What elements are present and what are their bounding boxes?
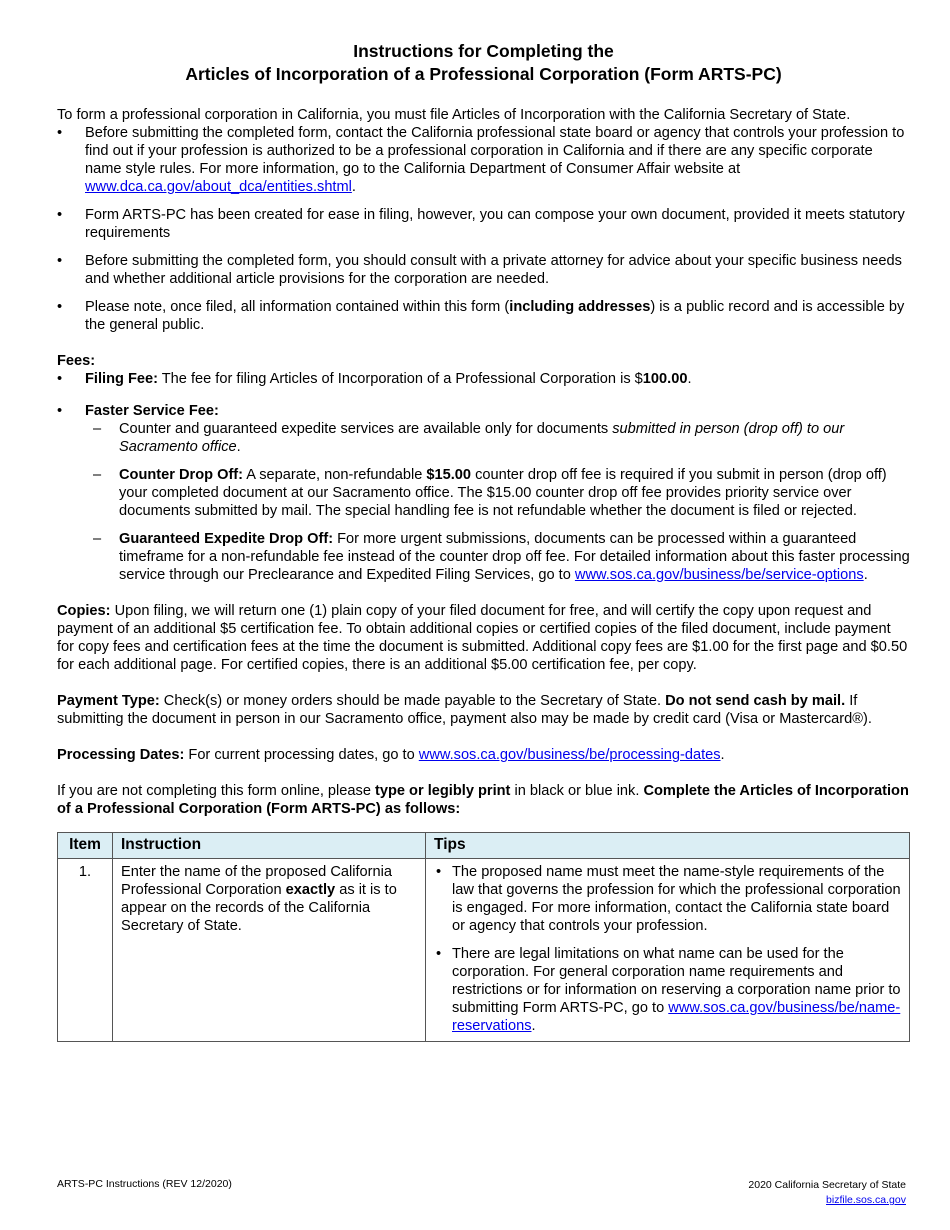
footer-form-revision: ARTS-PC Instructions (REV 12/2020) xyxy=(57,1178,232,1190)
list-item xyxy=(57,420,910,456)
footer-publisher xyxy=(748,1178,906,1208)
page-title xyxy=(57,40,910,86)
table-header-row xyxy=(58,833,910,859)
list-item xyxy=(57,206,910,242)
instruction-text: as it is to appear on the records of the California Secretary of State. xyxy=(121,882,397,934)
processing-paragraph xyxy=(57,746,910,764)
italic-text: submitted in person (drop off) to our Sacramento office xyxy=(119,421,845,455)
bullet-text: Form ARTS-PC has been created for ease in filing, however, you can compose your own document, provided it meets statutory requirements xyxy=(85,207,905,241)
payment-text-after: If submitting the document in person in our Sacramento office, payment also may be made by credit card (Visa or Mastercard®). xyxy=(57,693,872,727)
punctuation: . xyxy=(863,567,868,583)
punctuation: . xyxy=(236,439,241,455)
bullet-text: Before submitting the completed form, contact the California professional state board or agency that controls your profession to find out if your profession is authorized to be a professional corporation in California and if there are any specific corporate name style rules. For more information, go to the California Department of Consumer Affair website at xyxy=(85,125,905,177)
processing-dates-link[interactable]: www.sos.ca.gov/business/be/processing-dates xyxy=(418,747,721,763)
bullet-text: ) is a public record and is accessible by the general public. xyxy=(85,299,905,333)
cell-instruction xyxy=(113,859,426,1042)
bizfile-link[interactable]: bizfile.sos.ca.gov xyxy=(826,1194,906,1206)
list-item xyxy=(57,252,910,288)
sub-text: counter drop off fee is required if you submit in person (drop off) your completed document at our Sacramento office. The $15.00 counter drop off fee provides priority service over documents submitted by mail. The special handling fee is not refundable whether the document is filed or rejected. xyxy=(119,467,887,519)
sub-text: A separate, non-refundable xyxy=(243,467,427,483)
processing-text: For current processing dates, go to xyxy=(184,747,419,763)
bullet-icon: • xyxy=(57,371,63,387)
punctuation: . xyxy=(720,747,725,763)
header-item: Item xyxy=(58,833,113,859)
counter-fee-amount: $15.00 xyxy=(426,467,472,483)
bullet-icon: • xyxy=(436,864,442,880)
complete-instructions-paragraph xyxy=(57,782,910,818)
footer-publisher-text: 2020 California Secretary of State xyxy=(748,1179,906,1191)
instructions-table xyxy=(57,832,910,1042)
processing-label: Processing Dates: xyxy=(57,747,185,763)
counter-drop-off-label: Counter Drop Off: xyxy=(119,467,244,483)
bullet-icon: • xyxy=(57,403,63,419)
fees-heading xyxy=(57,352,910,370)
punctuation: . xyxy=(531,1018,536,1034)
payment-label: Payment Type: xyxy=(57,693,160,709)
bullet-text: Before submitting the completed form, you should consult with a private attorney for advice about your specific business needs and whether additional article provisions for the corporation are needed. xyxy=(85,253,902,287)
dash-icon: – xyxy=(93,531,102,547)
dash-icon: – xyxy=(93,421,102,437)
list-item-filing-fee xyxy=(57,370,910,388)
fees-list xyxy=(57,370,910,420)
table-row xyxy=(58,859,910,1042)
bullet-text: Please note, once filed, all information contained within this form ( xyxy=(85,299,510,315)
punctuation: . xyxy=(351,179,356,195)
punctuation: . xyxy=(687,371,692,387)
instruction-text: Enter the name of the proposed California Professional Corporation xyxy=(121,864,392,898)
fees-heading-text: Fees: xyxy=(57,353,96,369)
list-item xyxy=(57,298,910,334)
faster-service-sublist xyxy=(57,420,910,584)
bullet-icon: • xyxy=(57,299,63,315)
payment-text: Check(s) or money orders should be made payable to the Secretary of State. xyxy=(159,693,666,709)
tip-text: There are legal limitations on what name can be used for the corporation. For general corporation name requirements and restrictions or for information on reserving a corporation name prior to submitting Form ARTS-PC, go to xyxy=(452,946,901,1016)
guaranteed-expedite-label: Guaranteed Expedite Drop Off: xyxy=(119,531,334,547)
list-item xyxy=(57,124,910,196)
complete-mid: in black or blue ink. xyxy=(510,783,644,799)
list-item-faster-service xyxy=(57,402,910,420)
intro-bullet-list xyxy=(57,124,910,334)
document-page xyxy=(57,40,910,1042)
title-line-2: Articles of Incorporation of a Professional Corporation (Form ARTS-PC) xyxy=(185,64,782,84)
tips-list xyxy=(434,863,901,1035)
bullet-icon: • xyxy=(57,207,63,223)
bullet-icon: • xyxy=(57,125,63,141)
sub-text: Counter and guaranteed expedite services are available only for documents xyxy=(119,421,613,437)
list-item-guaranteed-expedite xyxy=(57,530,910,584)
filing-fee-text: The fee for filing Articles of Incorporation of a Professional Corporation is $ xyxy=(157,371,643,387)
cell-tips xyxy=(426,859,910,1042)
payment-warning: Do not send cash by mail. xyxy=(665,693,846,709)
copies-text: Upon filing, we will return one (1) plain copy of your filed document for free, and will certify the copy upon request and payment of an additional $5 certification fee. To obtain additional copies or certified copies of the filed document, include payment for copy fees and certification fees at the time the document is submitted. Additional copy fees are $1.00 for the first page and $0.50 for each additional page. For certified copies, there is an additional $5.00 certification fee, per copy. xyxy=(57,603,908,673)
service-options-link[interactable]: www.sos.ca.gov/business/be/service-options xyxy=(574,567,864,583)
filing-fee-label: Filing Fee: xyxy=(85,371,158,387)
bold-text: including addresses xyxy=(509,299,651,315)
copies-paragraph xyxy=(57,602,910,674)
name-reservations-link[interactable]: www.sos.ca.gov/business/be/name-reservations xyxy=(452,1000,901,1034)
payment-paragraph xyxy=(57,692,910,728)
title-line-1: Instructions for Completing the xyxy=(353,41,614,61)
copies-label: Copies: xyxy=(57,603,111,619)
filing-fee-amount: 100.00 xyxy=(642,371,688,387)
list-item-counter-drop-off xyxy=(57,466,910,520)
sub-text: For more urgent submissions, documents can be processed within a guaranteed timeframe for a non-refundable fee instead of the counter drop off fee. For detailed information about this faster processing service through our Preclearance and Expedited Filing Services, go to xyxy=(119,531,910,583)
tip-item xyxy=(434,863,901,935)
faster-service-label: Faster Service Fee: xyxy=(85,403,219,419)
dash-icon: – xyxy=(93,467,102,483)
complete-bold-1: type or legibly print xyxy=(375,783,511,799)
tip-item xyxy=(434,945,901,1035)
cell-item-number: 1. xyxy=(58,859,113,1042)
intro-paragraph: To form a professional corporation in California, you must file Articles of Incorporation with the California Secretary of State. xyxy=(57,107,851,123)
header-tips: Tips xyxy=(426,833,910,859)
bullet-icon: • xyxy=(436,946,442,962)
instruction-bold: exactly xyxy=(285,882,336,898)
tip-text: The proposed name must meet the name-style requirements of the law that governs the profession for which the professional corporation is engaged. For more information, contact the California state board or agency that controls your profession. xyxy=(452,864,901,934)
bullet-icon: • xyxy=(57,253,63,269)
dca-entities-link[interactable]: www.dca.ca.gov/about_dca/entities.shtml xyxy=(85,179,352,195)
header-instruction: Instruction xyxy=(113,833,426,859)
complete-bold-2: Complete the Articles of Incorporation of a Professional Corporation (Form ARTS-PC) as follows: xyxy=(57,783,909,817)
complete-text: If you are not completing this form online, please xyxy=(57,783,375,799)
